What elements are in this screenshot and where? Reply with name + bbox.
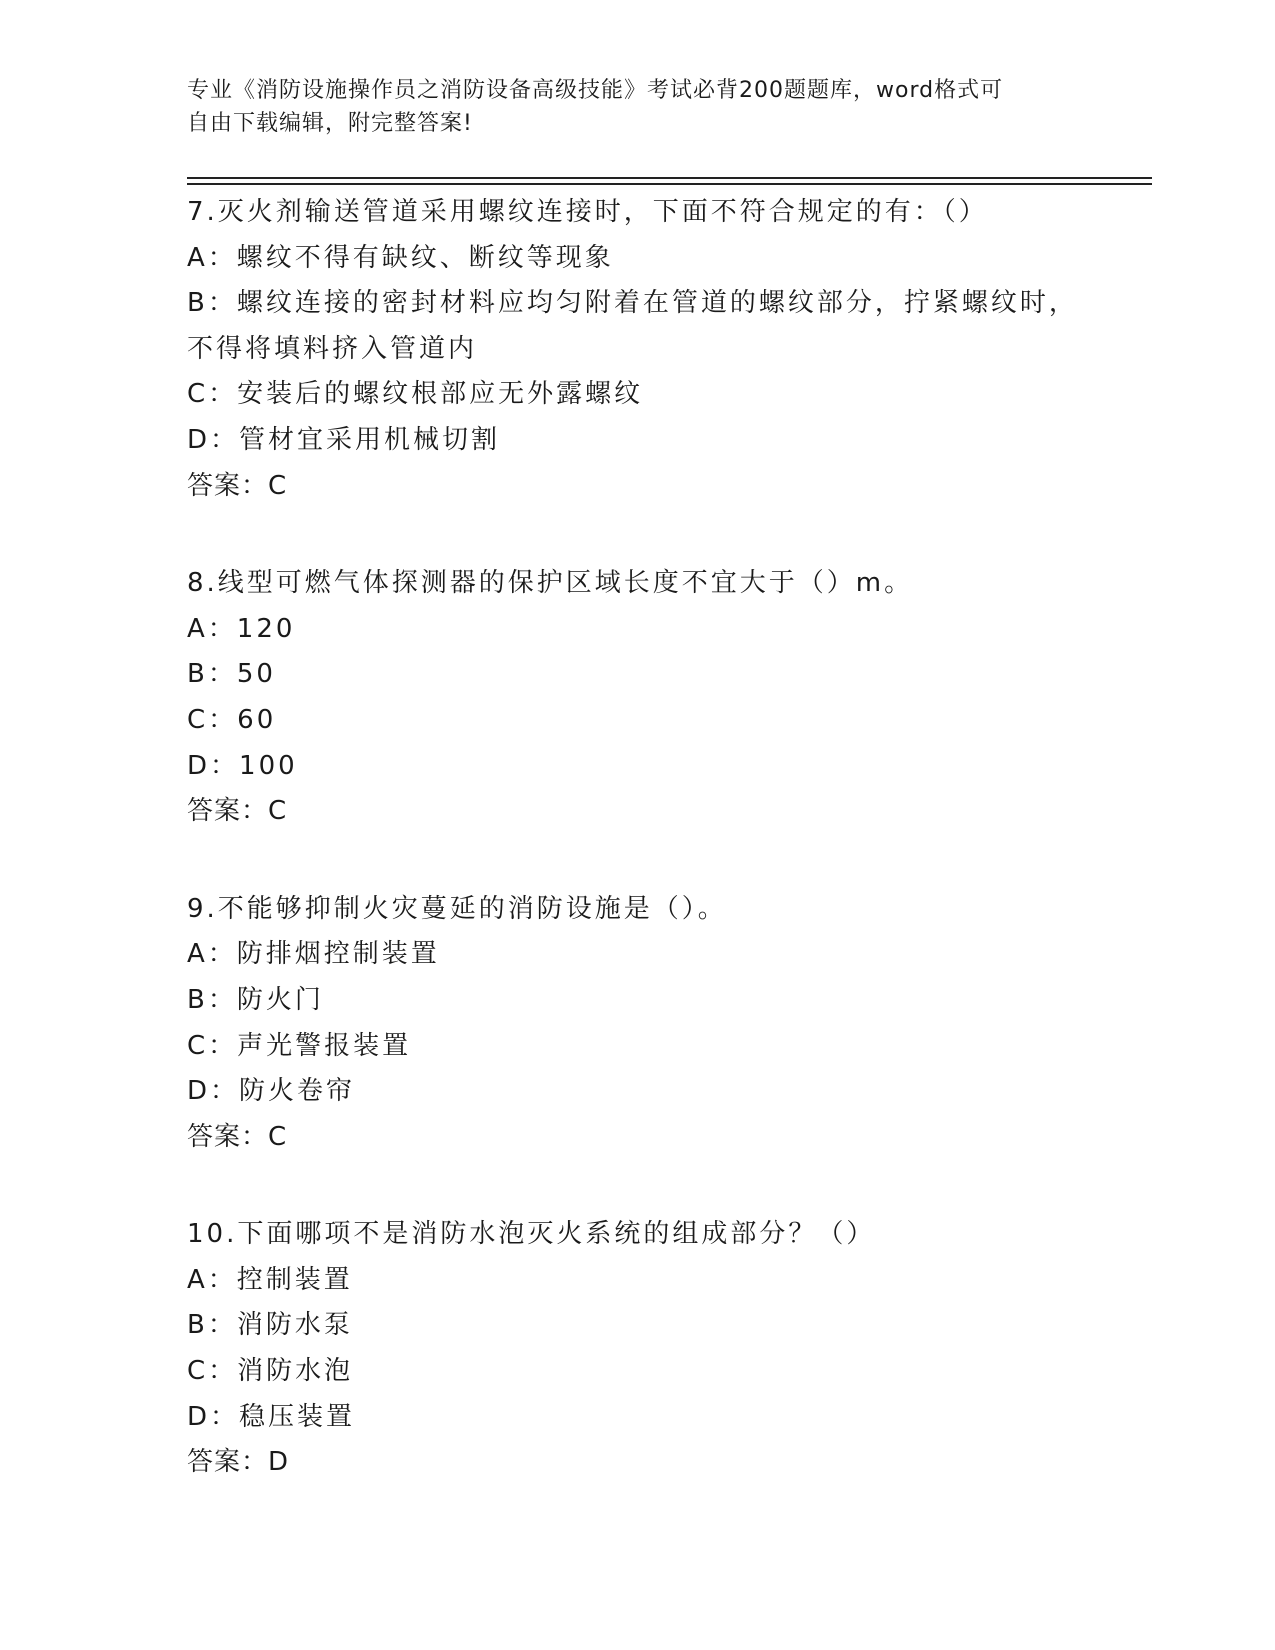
document-header (187, 74, 1067, 140)
option-c: C：消防水泡 (187, 1356, 354, 1387)
option-d: D：稳压装置 (187, 1401, 356, 1432)
answer-value: C (268, 470, 288, 501)
header-line-2: 自由下载编辑，附完整答案! (187, 111, 473, 136)
option-b: B：螺纹连接的密封材料应均匀附着在管道的螺纹部分，拧紧螺纹时， (187, 288, 1078, 319)
question-10 (187, 1212, 1087, 1486)
header-divider-top (187, 177, 1152, 179)
option-b: B：消防水泵 (187, 1310, 353, 1341)
answer-label: 答案： (187, 1121, 269, 1152)
option-c: C：60 (187, 704, 277, 735)
question-stem: 7.灭火剂输送管道采用螺纹连接时，下面不符合规定的有：（） (187, 197, 988, 227)
header-line-1: 专业《消防设施操作员之消防设备高级技能》考试必背200题题库，word格式可 (187, 78, 1004, 103)
question-9 (187, 887, 1087, 1161)
answer-label: 答案： (187, 1447, 269, 1478)
option-b: B：50 (187, 659, 276, 690)
answer-label: 答案： (187, 470, 269, 501)
question-7 (187, 190, 1087, 509)
answer-line (187, 1115, 1087, 1161)
answer-value: C (268, 796, 288, 827)
option-d: D：100 (187, 750, 298, 781)
header-divider-bottom (187, 183, 1152, 185)
option-d: D：管材宜采用机械切割 (187, 424, 501, 455)
answer-label: 答案： (187, 796, 269, 827)
option-a: A：螺纹不得有缺纹、断纹等现象 (187, 242, 614, 273)
answer-value: C (268, 1121, 288, 1152)
option-c: C：安装后的螺纹根部应无外露螺纹 (187, 379, 644, 410)
option-a: A：防排烟控制装置 (187, 939, 440, 970)
answer-line (187, 789, 1087, 835)
option-b: B：防火门 (187, 984, 324, 1015)
answer-value: D (268, 1447, 290, 1478)
question-8 (187, 561, 1087, 835)
question-list (187, 190, 1087, 1538)
question-stem: 9.不能够抑制火灾蔓延的消防设施是（）。 (187, 893, 727, 924)
option-d: D：防火卷帘 (187, 1076, 356, 1107)
question-stem: 10.下面哪项不是消防水泡灭火系统的组成部分？（） (187, 1219, 876, 1250)
answer-line (187, 464, 1087, 510)
answer-line (187, 1440, 1087, 1486)
option-b-continuation: 不得将填料挤入管道内 (187, 333, 478, 364)
option-a: A：120 (187, 613, 296, 644)
option-a: A：控制装置 (187, 1264, 353, 1295)
question-stem: 8.线型可燃气体探测器的保护区域长度不宜大于（）m。 (187, 568, 914, 599)
option-c: C：声光警报装置 (187, 1030, 412, 1061)
